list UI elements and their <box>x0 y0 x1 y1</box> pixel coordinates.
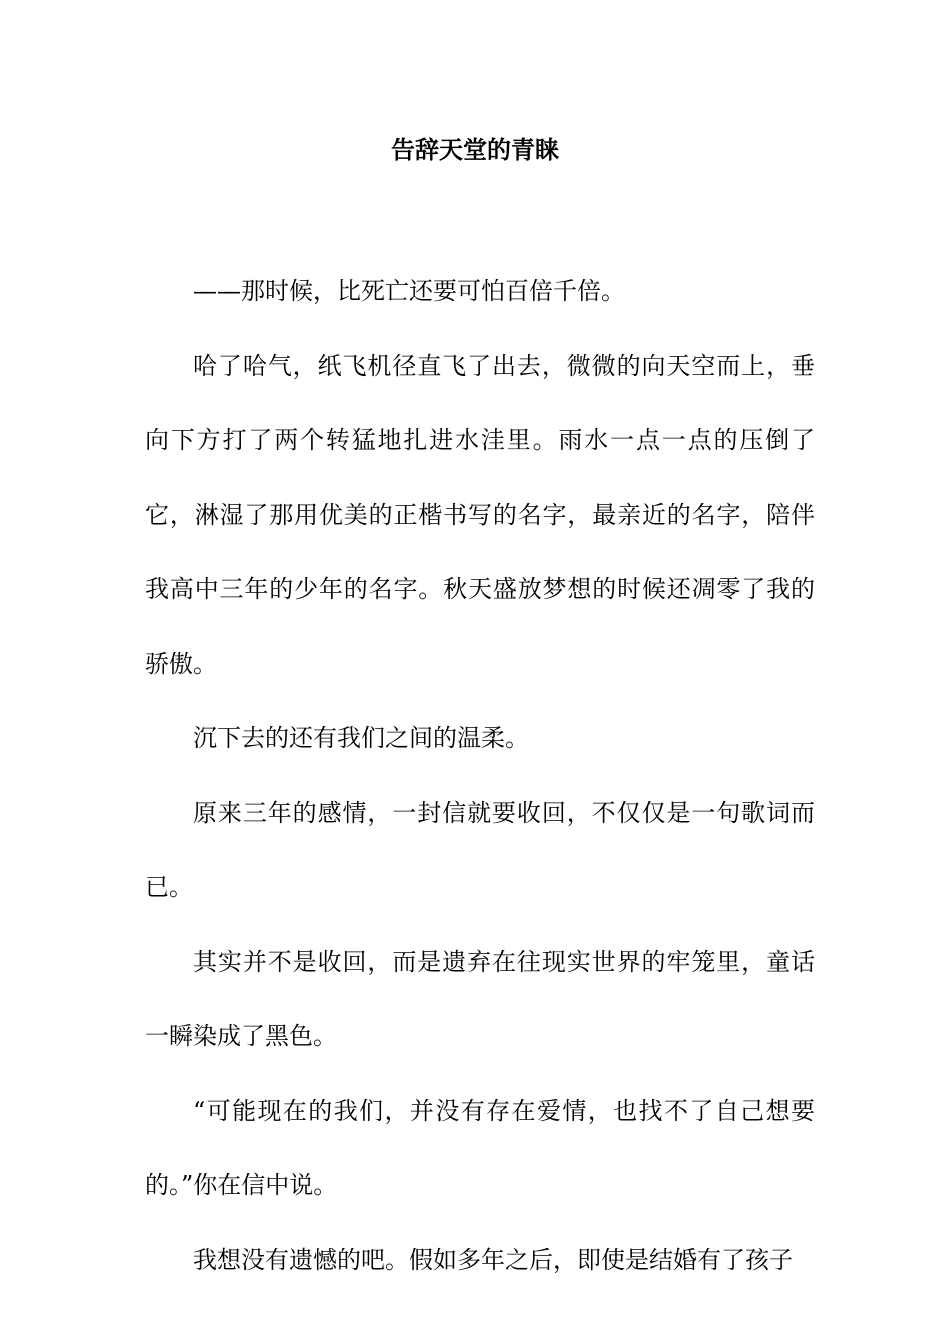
paragraph: 原来三年的感情，一封信就要收回，不仅仅是一句歌词而已。 <box>145 798 815 901</box>
paragraph: ——那时候，比死亡还要可怕百倍千倍。 <box>193 277 625 305</box>
paragraph: 哈了哈气，纸飞机径直飞了出去，微微的向天空而上，垂向下方打了两个转猛地扎进水洼里。雨水一点一点的压倒了它，淋湿了那用优美的正楷书写的名字，最亲近的名字，陪伴我高中三年的少年的名字。秋天盛放梦想的时候还凋零了我的骄傲。 <box>145 351 815 678</box>
paragraph: “可能现在的我们，并没有存在爱情，也找不了自己想要的。”你在信中说。 <box>145 1096 815 1199</box>
paragraph: 沉下去的还有我们之间的温柔。 <box>193 724 529 752</box>
document-body <box>145 254 815 1297</box>
paragraph: 其实并不是收回，而是遗弃在往现实世界的牢笼里，童话一瞬染成了黑色。 <box>145 947 815 1050</box>
document-title: 告辞天堂的青睐 <box>391 135 559 164</box>
paragraph: 我想没有遗憾的吧。假如多年之后，即使是结婚有了孩子 <box>193 1245 793 1274</box>
